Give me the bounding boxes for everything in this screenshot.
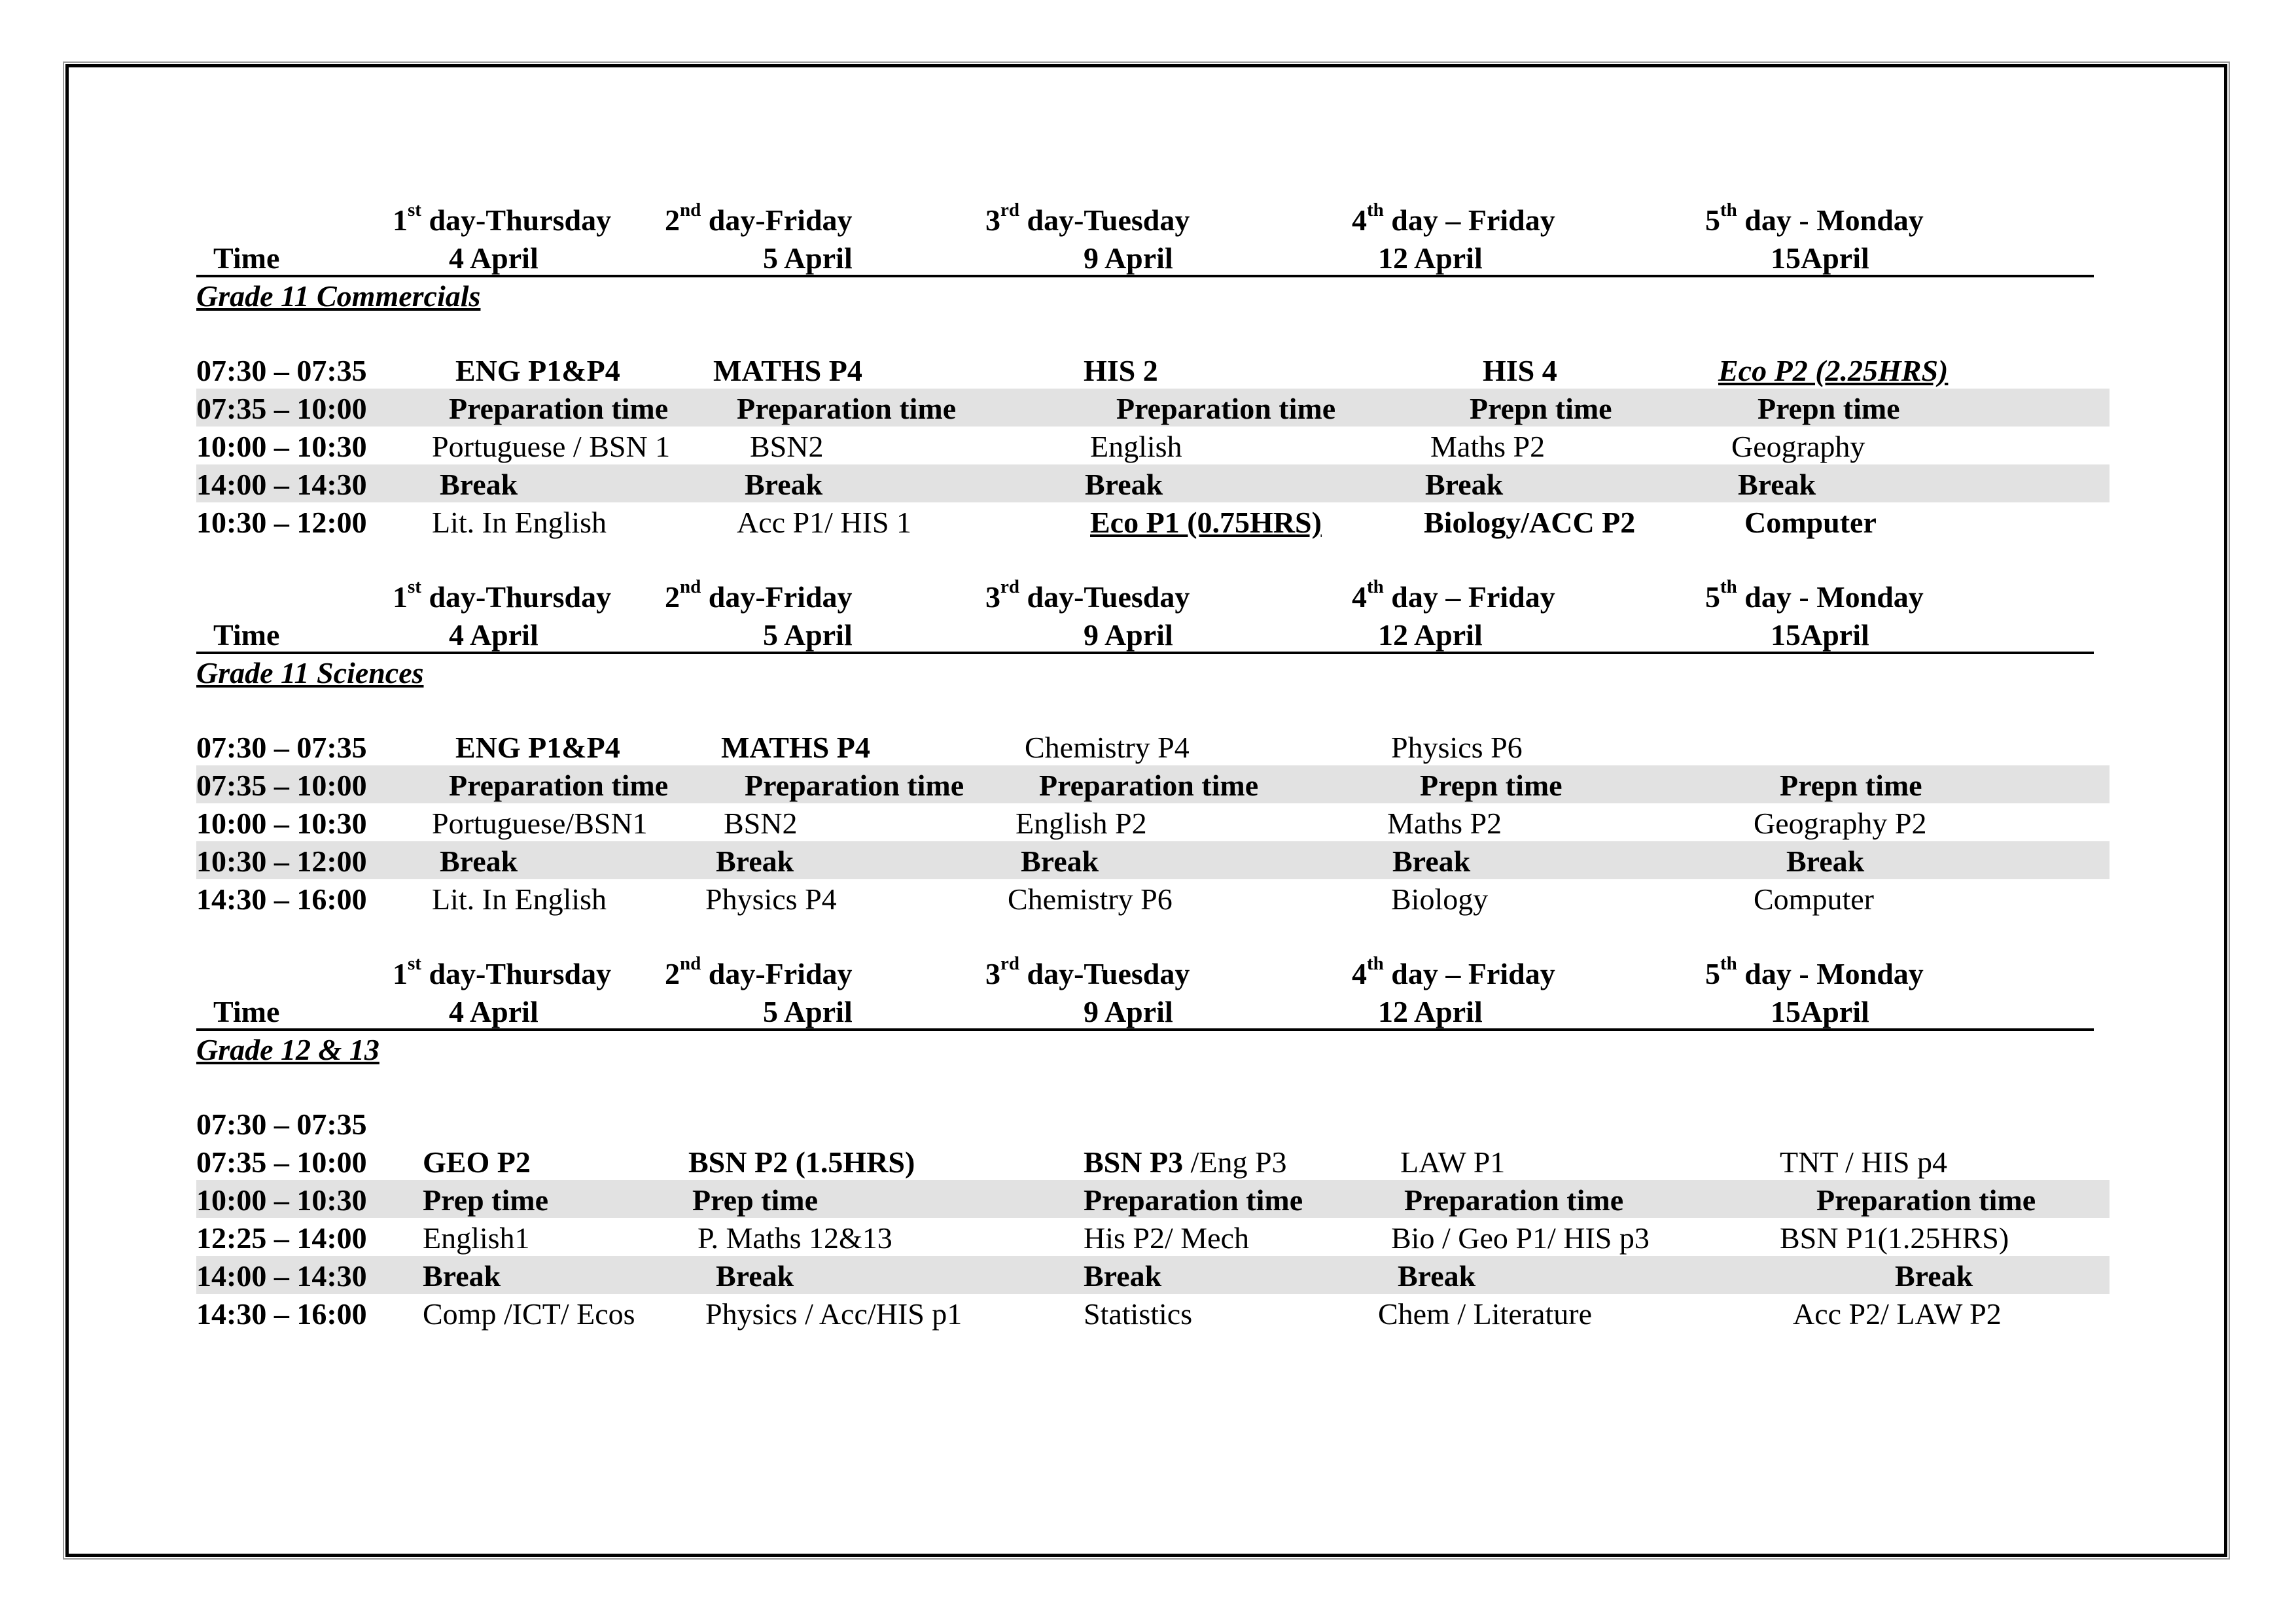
exam-cell: Break [1895, 1259, 1973, 1293]
day-1-date: 4 April [449, 241, 539, 275]
day-header-row [196, 952, 2094, 990]
date-header-row [196, 990, 2094, 1031]
time-slot: 10:00 – 10:30 [196, 430, 367, 463]
time-slot: 14:30 – 16:00 [196, 1297, 367, 1331]
day-4-date: 12 April [1378, 618, 1483, 652]
table-row [196, 803, 2110, 841]
exam-cell: Break [1392, 845, 1471, 878]
exam-cell: Acc P2/ LAW P2 [1793, 1297, 2002, 1331]
table-row [196, 389, 2110, 427]
table-row [196, 841, 2110, 879]
exam-cell: GEO P2 [423, 1145, 531, 1179]
exam-cell: Break [1786, 845, 1865, 878]
day-2-date: 5 April [763, 241, 853, 275]
time-slot: 07:35 – 10:00 [196, 769, 367, 802]
exam-cell: Prepn time [1780, 769, 1922, 802]
exam-cell: Lit. In English [432, 882, 607, 916]
time-slot: 07:30 – 07:35 [196, 1108, 367, 1141]
day-1-header: 1st day-Thursday [393, 200, 612, 237]
section-grade-12-13 [196, 952, 2110, 1358]
day-3-header: 3rd day-Tuesday [985, 953, 1190, 990]
time-slot: 07:35 – 10:00 [196, 392, 367, 425]
time-slot: 12:25 – 14:00 [196, 1221, 367, 1255]
exam-cell: Break [1021, 845, 1099, 878]
exam-cell: Biology [1391, 882, 1489, 916]
day-3-date: 9 April [1084, 241, 1173, 275]
exam-cell: Break [1398, 1259, 1476, 1293]
exam-cell: Eco P1 (0.75HRS) [1090, 506, 1322, 539]
exam-cell: Preparation time [1816, 1183, 2036, 1217]
exam-cell: Preparation time [1039, 769, 1259, 802]
time-slot: 14:00 – 14:30 [196, 1259, 367, 1293]
date-header-row [196, 614, 2094, 654]
exam-cell: Prepn time [1470, 392, 1612, 425]
day-2-date: 5 April [763, 995, 853, 1028]
exam-cell: Break [1425, 468, 1504, 501]
day-3-header: 3rd day-Tuesday [985, 200, 1190, 237]
table-row [196, 1104, 2110, 1142]
exam-cell: English P2 [1016, 807, 1147, 840]
exam-cell: Preparation time [449, 392, 669, 425]
exam-cell: BSN2 [724, 807, 798, 840]
exam-cell: Preparation time [449, 769, 669, 802]
exam-cell: Prepn time [1757, 392, 1900, 425]
exam-cell: BSN P1(1.25HRS) [1780, 1221, 2009, 1255]
day-3-date: 9 April [1084, 995, 1173, 1028]
table-row [196, 1142, 2110, 1180]
exam-cell: Eco P2 (2.25HRS) [1718, 354, 1949, 387]
exam-cell: HIS 2 [1084, 354, 1158, 387]
time-column-label: Time [213, 995, 280, 1028]
time-slot: 07:30 – 07:35 [196, 354, 367, 387]
time-slot: 14:30 – 16:00 [196, 882, 367, 916]
day-2-header: 2nd day-Friday [665, 576, 853, 614]
table-row [196, 1180, 2110, 1218]
date-header-row [196, 237, 2094, 277]
day-1-date: 4 April [449, 995, 539, 1028]
time-slot: 10:30 – 12:00 [196, 506, 367, 539]
grade-title: Grade 11 Sciences [196, 656, 424, 689]
day-1-header: 1st day-Thursday [393, 576, 612, 614]
time-slot: 07:35 – 10:00 [196, 1145, 367, 1179]
exam-cell: Geography P2 [1754, 807, 1927, 840]
day-4-header: 4th day – Friday [1352, 576, 1555, 614]
exam-cell: Maths P2 [1430, 430, 1545, 463]
exam-cell: BSN P2 (1.5HRS) [688, 1145, 915, 1179]
exam-cell: Prep time [692, 1183, 819, 1217]
exam-cell: Preparation time [745, 769, 964, 802]
time-column-label: Time [213, 618, 280, 652]
exam-cell: Acc P1/ HIS 1 [737, 506, 912, 539]
exam-cell: Statistics [1084, 1297, 1193, 1331]
day-4-date: 12 April [1378, 995, 1483, 1028]
exam-cell: Chemistry P4 [1025, 731, 1190, 764]
exam-cell: Computer [1744, 506, 1877, 539]
day-5-date: 15April [1771, 618, 1869, 652]
exam-cell: English [1090, 430, 1182, 463]
exam-cell: Break [1738, 468, 1816, 501]
table-row [196, 1256, 2110, 1294]
table-row [196, 727, 2110, 765]
time-column-label: Time [213, 241, 280, 275]
grade-title: Grade 11 Commercials [196, 279, 481, 313]
section-grade-11-commercials [196, 199, 2110, 567]
time-slot: 10:00 – 10:30 [196, 1183, 367, 1217]
exam-cell: Biology/ACC P2 [1424, 506, 1636, 539]
exam-cell: Portuguese / BSN 1 [432, 430, 671, 463]
table-row [196, 1218, 2110, 1256]
table-row [196, 351, 2110, 389]
exam-cell: Chemistry P6 [1008, 882, 1173, 916]
time-slot: 10:30 – 12:00 [196, 845, 367, 878]
exam-cell: LAW P1 [1400, 1145, 1506, 1179]
section-grade-11-sciences [196, 576, 2110, 943]
day-2-date: 5 April [763, 618, 853, 652]
day-5-header: 5th day - Monday [1705, 953, 1924, 990]
day-2-header: 2nd day-Friday [665, 200, 853, 237]
exam-cell: Break [1084, 1259, 1162, 1293]
exam-cell: Comp /ICT/ Ecos [423, 1297, 635, 1331]
exam-cell: Preparation time [1084, 1183, 1303, 1217]
exam-cell: Chem / Literature [1378, 1297, 1592, 1331]
exam-cell: Physics P6 [1391, 731, 1523, 764]
exam-cell: TNT / HIS p4 [1780, 1145, 1947, 1179]
table-row [196, 765, 2110, 803]
exam-cell: P. Maths 12&13 [698, 1221, 892, 1255]
exam-cell: BSN P3 /Eng P3 [1084, 1145, 1287, 1179]
exam-cell: Physics / Acc/HIS p1 [705, 1297, 963, 1331]
exam-cell: Preparation time [1116, 392, 1336, 425]
exam-cell: Bio / Geo P1/ HIS p3 [1391, 1221, 1650, 1255]
exam-cell: English1 [423, 1221, 530, 1255]
day-header-row [196, 576, 2094, 614]
exam-cell: Prep time [423, 1183, 549, 1217]
exam-cell: His P2/ Mech [1084, 1221, 1249, 1255]
exam-cell: Break [423, 1259, 501, 1293]
day-5-date: 15April [1771, 995, 1869, 1028]
exam-cell: Break [745, 468, 823, 501]
table-row [196, 879, 2110, 917]
time-slot: 14:00 – 14:30 [196, 468, 367, 501]
exam-cell: BSN2 [750, 430, 824, 463]
day-4-header: 4th day – Friday [1352, 953, 1555, 990]
exam-cell: Break [440, 468, 518, 501]
exam-cell: Maths P2 [1387, 807, 1502, 840]
day-3-date: 9 April [1084, 618, 1173, 652]
exam-cell: Preparation time [1404, 1183, 1624, 1217]
day-4-date: 12 April [1378, 241, 1483, 275]
exam-cell: ENG P1&P4 [455, 354, 620, 387]
exam-cell: Geography [1731, 430, 1865, 463]
day-4-header: 4th day – Friday [1352, 200, 1555, 237]
day-1-date: 4 April [449, 618, 539, 652]
time-slot: 07:30 – 07:35 [196, 731, 367, 764]
exam-cell: Physics P4 [705, 882, 837, 916]
table-row [196, 427, 2110, 464]
exam-cell: Preparation time [737, 392, 957, 425]
exam-cell: HIS 4 [1483, 354, 1557, 387]
day-5-header: 5th day - Monday [1705, 576, 1924, 614]
day-3-header: 3rd day-Tuesday [985, 576, 1190, 614]
exam-cell: MATHS P4 [721, 731, 870, 764]
exam-cell: MATHS P4 [713, 354, 862, 387]
table-row [196, 502, 2110, 540]
exam-cell: Portuguese/BSN1 [432, 807, 648, 840]
day-5-date: 15April [1771, 241, 1869, 275]
table-row [196, 464, 2110, 502]
time-slot: 10:00 – 10:30 [196, 807, 367, 840]
exam-cell: Break [716, 845, 794, 878]
grade-title: Grade 12 & 13 [196, 1033, 380, 1066]
day-1-header: 1st day-Thursday [393, 953, 612, 990]
day-header-row [196, 199, 2094, 237]
exam-cell: Prepn time [1420, 769, 1563, 802]
exam-cell: Computer [1754, 882, 1874, 916]
day-5-header: 5th day - Monday [1705, 200, 1924, 237]
table-row [196, 1294, 2110, 1332]
exam-cell: Break [440, 845, 518, 878]
exam-cell: Break [1085, 468, 1163, 501]
exam-cell: Lit. In English [432, 506, 607, 539]
exam-cell: Break [716, 1259, 794, 1293]
exam-cell: ENG P1&P4 [455, 731, 620, 764]
day-2-header: 2nd day-Friday [665, 953, 853, 990]
